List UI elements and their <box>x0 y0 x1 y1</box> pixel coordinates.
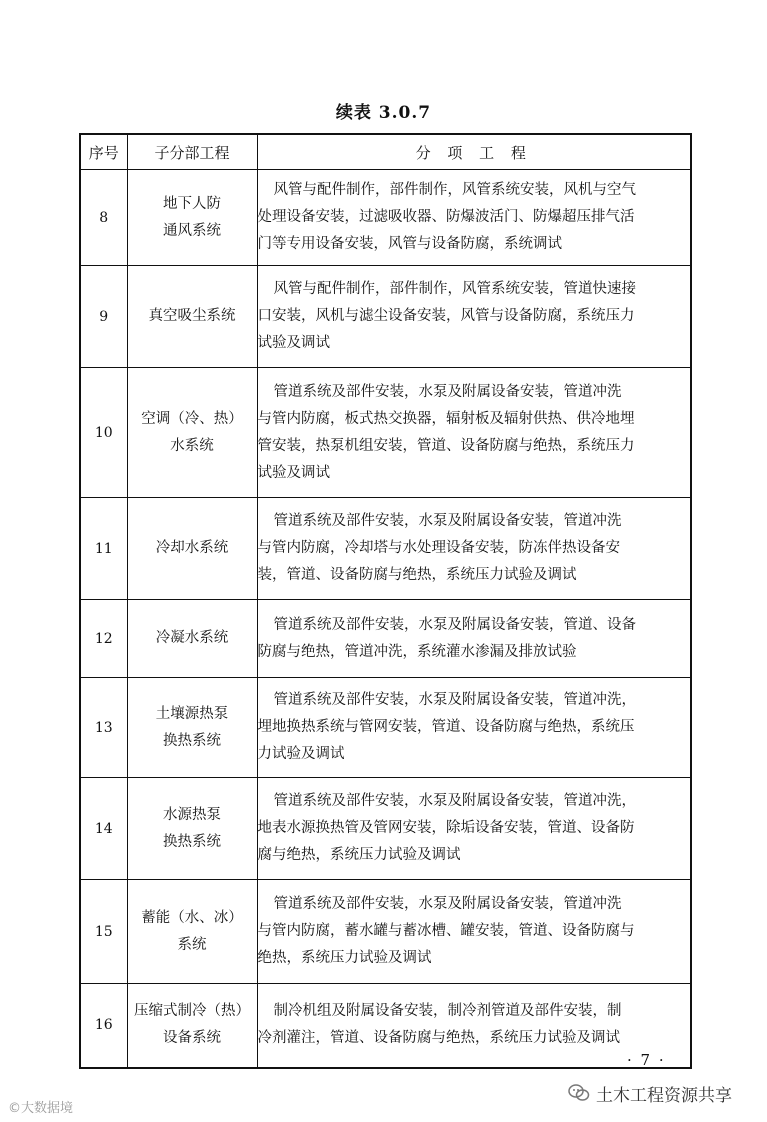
row-seq-number: 13 <box>80 678 127 778</box>
items-line: 与管内防腐，冷却塔与水处理设备安装，防冻伴热设备安 <box>257 540 620 556</box>
row-items <box>257 678 691 778</box>
row-seq-number: 15 <box>80 880 127 984</box>
row-sub-division <box>127 600 257 678</box>
items-line: 防腐与绝热，管道冲洗，系统灌水渗漏及排放试验 <box>257 643 577 660</box>
sub-division-line: 蓄能（水、冰） <box>141 909 243 926</box>
row-items <box>257 778 691 880</box>
items-line: 力试验及调试 <box>257 746 345 762</box>
row-sub-division <box>127 678 257 778</box>
table-row <box>80 498 691 600</box>
row-items <box>257 170 691 266</box>
items-line: 试验及调试 <box>257 335 330 351</box>
row-sub-division <box>127 984 257 1068</box>
row-sub-division <box>127 880 257 984</box>
row-sub-division <box>127 266 257 368</box>
sub-division-line: 冷却水系统 <box>155 540 229 556</box>
table-title: 续表 3.0.7 <box>335 103 432 123</box>
row-seq-number: 12 <box>80 600 127 678</box>
watermark-right <box>568 1079 732 1107</box>
table-row <box>80 778 691 880</box>
items-line: 处理设备安装，过滤吸收器、防爆波活门、防爆超压排气活 <box>257 209 635 225</box>
row-items <box>257 498 691 600</box>
table-row <box>80 678 691 778</box>
row-seq-number: 16 <box>80 984 127 1068</box>
row-items <box>257 266 691 368</box>
items-line: 门等专用设备安装，风管与设备防腐，系统调试 <box>257 236 562 252</box>
table-row <box>80 170 691 266</box>
items-line: 管道系统及部件安装，水泵及附属设备安装，管道冲洗， <box>273 793 636 809</box>
watermark-right-text: 土木工程资源共享 <box>596 1085 732 1106</box>
items-line: 管安装，热泵机组安装，管道、设备防腐与绝热，系统压力 <box>257 437 635 454</box>
items-line: 管道系统及部件安装，水泵及附属设备安装，管道冲洗 <box>273 383 622 400</box>
items-line: 腐与绝热，系统压力试验及调试 <box>257 847 461 863</box>
items-line: 管道系统及部件安装，水泵及附属设备安装，管道冲洗， <box>273 692 636 708</box>
sub-division-line: 冷凝水系统 <box>155 630 229 646</box>
sub-division-line: 换热系统 <box>163 833 221 850</box>
row-items <box>257 880 691 984</box>
sub-division-table <box>79 133 692 1069</box>
row-seq-number: 9 <box>80 266 127 368</box>
header-items: 分 项 工 程 <box>257 134 691 170</box>
items-line: 管道系统及部件安装，水泵及附属设备安装，管道、设备 <box>273 616 636 633</box>
items-line: 制冷机组及附属设备安装，制冷剂管道及部件安装，制 <box>273 1003 622 1020</box>
row-sub-division <box>127 170 257 266</box>
sub-division-line: 空调（冷、热） <box>141 410 243 427</box>
sub-division-line: 压缩式制冷（热） <box>134 1003 250 1020</box>
row-seq-number: 8 <box>80 170 127 266</box>
items-line: 风管与配件制作，部件制作，风管系统安装，管道快速接 <box>273 281 636 297</box>
items-line: 风管与配件制作，部件制作，风管系统安装，风机与空气 <box>273 182 636 198</box>
sub-division-line: 水系统 <box>170 437 214 454</box>
row-seq-number: 14 <box>80 778 127 880</box>
row-items <box>257 984 691 1068</box>
items-line: 与管内防腐，板式热交换器，辐射板及辐射供热、供冷地埋 <box>257 410 635 427</box>
items-line: 绝热，系统压力试验及调试 <box>257 950 432 966</box>
sub-division-line: 水源热泵 <box>163 806 221 823</box>
table-row <box>80 266 691 368</box>
sub-division-line: 土壤源热泵 <box>155 705 229 722</box>
chat-bubble-icon <box>568 1083 590 1103</box>
items-line: 管道系统及部件安装，水泵及附属设备安装，管道冲洗 <box>273 896 622 912</box>
sub-division-line: 设备系统 <box>163 1030 221 1047</box>
row-seq-number: 11 <box>80 498 127 600</box>
items-line: 地表水源换热管及管网安装，除垢设备安装，管道、设备防 <box>257 820 635 836</box>
row-sub-division <box>127 368 257 498</box>
row-items <box>257 368 691 498</box>
sub-division-line: 地下人防 <box>163 195 221 212</box>
row-seq-number: 10 <box>80 368 127 498</box>
items-line: 冷剂灌注，管道、设备防腐与绝热，系统压力试验及调试 <box>257 1030 620 1047</box>
sub-division-line: 系统 <box>177 936 207 953</box>
row-sub-division <box>127 778 257 880</box>
items-line: 试验及调试 <box>257 464 330 481</box>
header-sub-division: 子分部工程 <box>127 134 257 170</box>
sub-division-line: 通风系统 <box>163 222 221 239</box>
items-line: 口安装，风机与滤尘设备安装，风管与设备防腐，系统压力 <box>257 308 635 324</box>
row-items <box>257 600 691 678</box>
header-seq: 序号 <box>80 134 127 170</box>
table-header-row <box>80 134 691 170</box>
items-line: 与管内防腐，蓄水罐与蓄冰槽、罐安装，管道、设备防腐与 <box>257 923 635 939</box>
sub-division-line: 换热系统 <box>163 732 221 749</box>
items-line: 埋地换热系统与管网安装，管道、设备防腐与绝热，系统压 <box>257 719 635 735</box>
table-row <box>80 600 691 678</box>
watermark-left: ©大数据境 <box>8 1101 74 1116</box>
table-row <box>80 984 691 1068</box>
page-number: · 7 · <box>627 1051 666 1069</box>
items-line: 管道系统及部件安装，水泵及附属设备安装，管道冲洗 <box>273 513 622 529</box>
sub-division-line: 真空吸尘系统 <box>148 308 236 324</box>
table-row <box>80 880 691 984</box>
table-row <box>80 368 691 498</box>
items-line: 装，管道、设备防腐与绝热，系统压力试验及调试 <box>257 567 577 583</box>
row-sub-division <box>127 498 257 600</box>
